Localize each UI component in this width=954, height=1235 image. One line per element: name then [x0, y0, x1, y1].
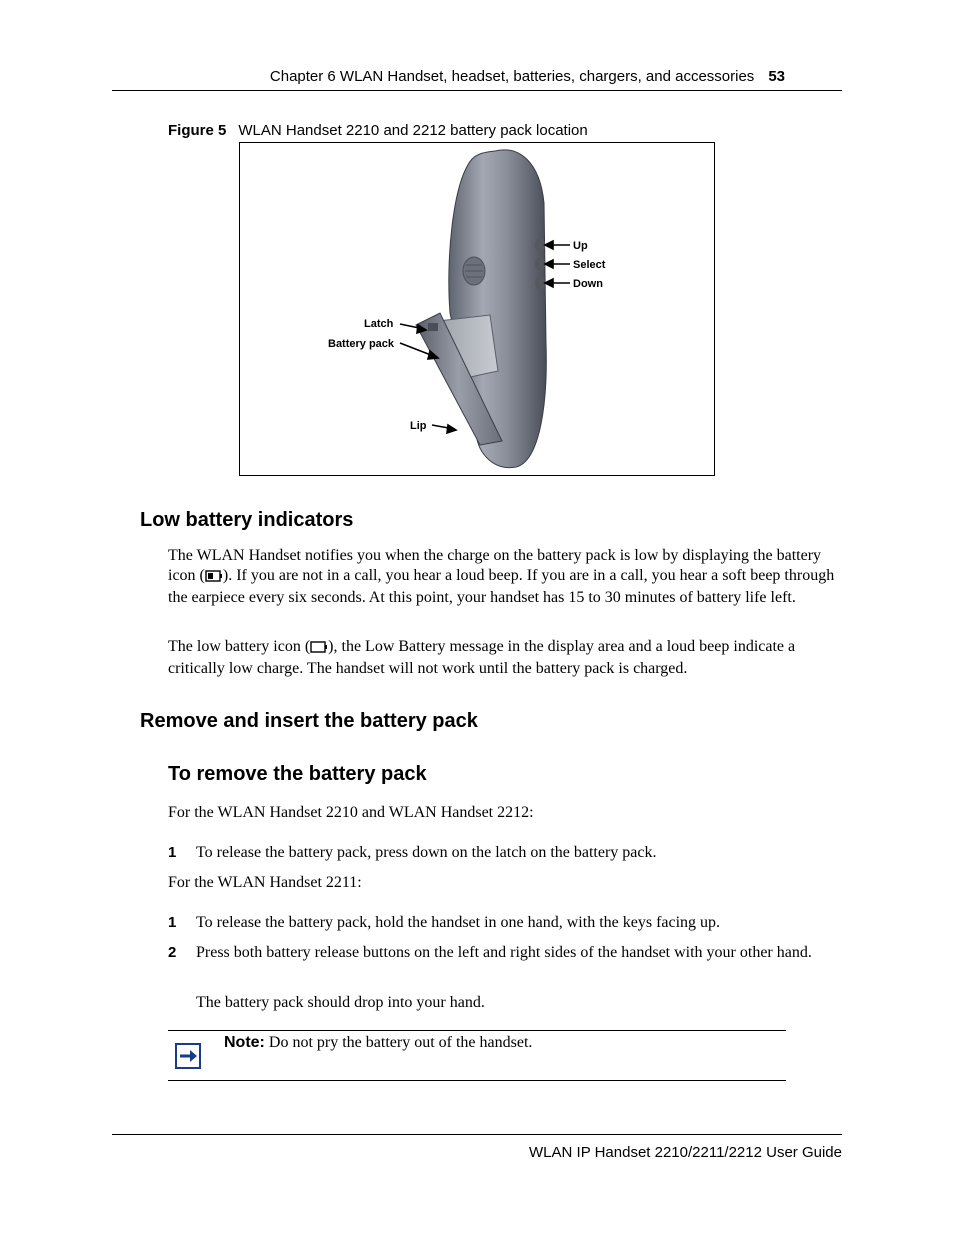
footer-title: WLAN IP Handset 2210/2211/2212 User Guide [529, 1144, 842, 1161]
low-battery-icon [310, 639, 328, 659]
figure-caption-text: WLAN Handset 2210 and 2212 battery pack location [238, 122, 588, 139]
intro-2211: For the WLAN Handset 2211: [168, 874, 362, 891]
callout-down: Down [573, 278, 603, 290]
chapter-title: Chapter 6 WLAN Handset, headset, batteries, chargers, and accessories [269, 68, 755, 85]
note-text: Do not pry the battery out of the handset. [268, 1034, 533, 1051]
callout-up: Up [573, 240, 588, 252]
note-label: Note: [224, 1034, 265, 1051]
handset-body [449, 150, 546, 468]
handset-illustration [240, 143, 714, 475]
figure-caption [168, 122, 588, 139]
footer-rule [112, 1134, 842, 1135]
heading-to-remove: To remove the battery pack [168, 763, 427, 785]
heading-remove-insert: Remove and insert the battery pack [140, 710, 478, 732]
note [224, 1034, 532, 1052]
paragraph-battery-notify: The WLAN Handset notifies you when the charge on the battery pack is low by displaying the battery icon ( ). If you are not in a call, you hear a loud beep. If you are in a call, you hear a soft beep through the earpiece every six seconds. At this point, your handset has 15 to 30 minutes of battery life left. [168, 547, 835, 606]
header-rule [112, 90, 842, 91]
figure-label: Figure 5 [168, 122, 227, 139]
page-number: 53 [768, 68, 785, 85]
callout-latch: Latch [364, 318, 394, 330]
callout-battery-pack: Battery pack [328, 338, 395, 350]
arrow-right-icon [175, 1043, 201, 1069]
battery-icon [205, 568, 223, 588]
note-bottom-rule [168, 1080, 786, 1081]
heading-low-battery: Low battery indicators [140, 509, 354, 531]
note-top-rule [168, 1030, 786, 1031]
intro-2210-2212: For the WLAN Handset 2210 and WLAN Handset 2212: [168, 804, 534, 821]
paragraph-low-battery: The low battery icon ( ), the Low Battery message in the display area and a loud beep indicate a critically low charge. The handset will not work until the battery pack is charged. [168, 638, 796, 677]
callout-lip: Lip [410, 420, 427, 432]
callout-select: Select [573, 259, 606, 271]
running-header [112, 68, 785, 85]
step-result: The battery pack should drop into your hand. [196, 994, 485, 1011]
figure-frame [239, 142, 715, 476]
